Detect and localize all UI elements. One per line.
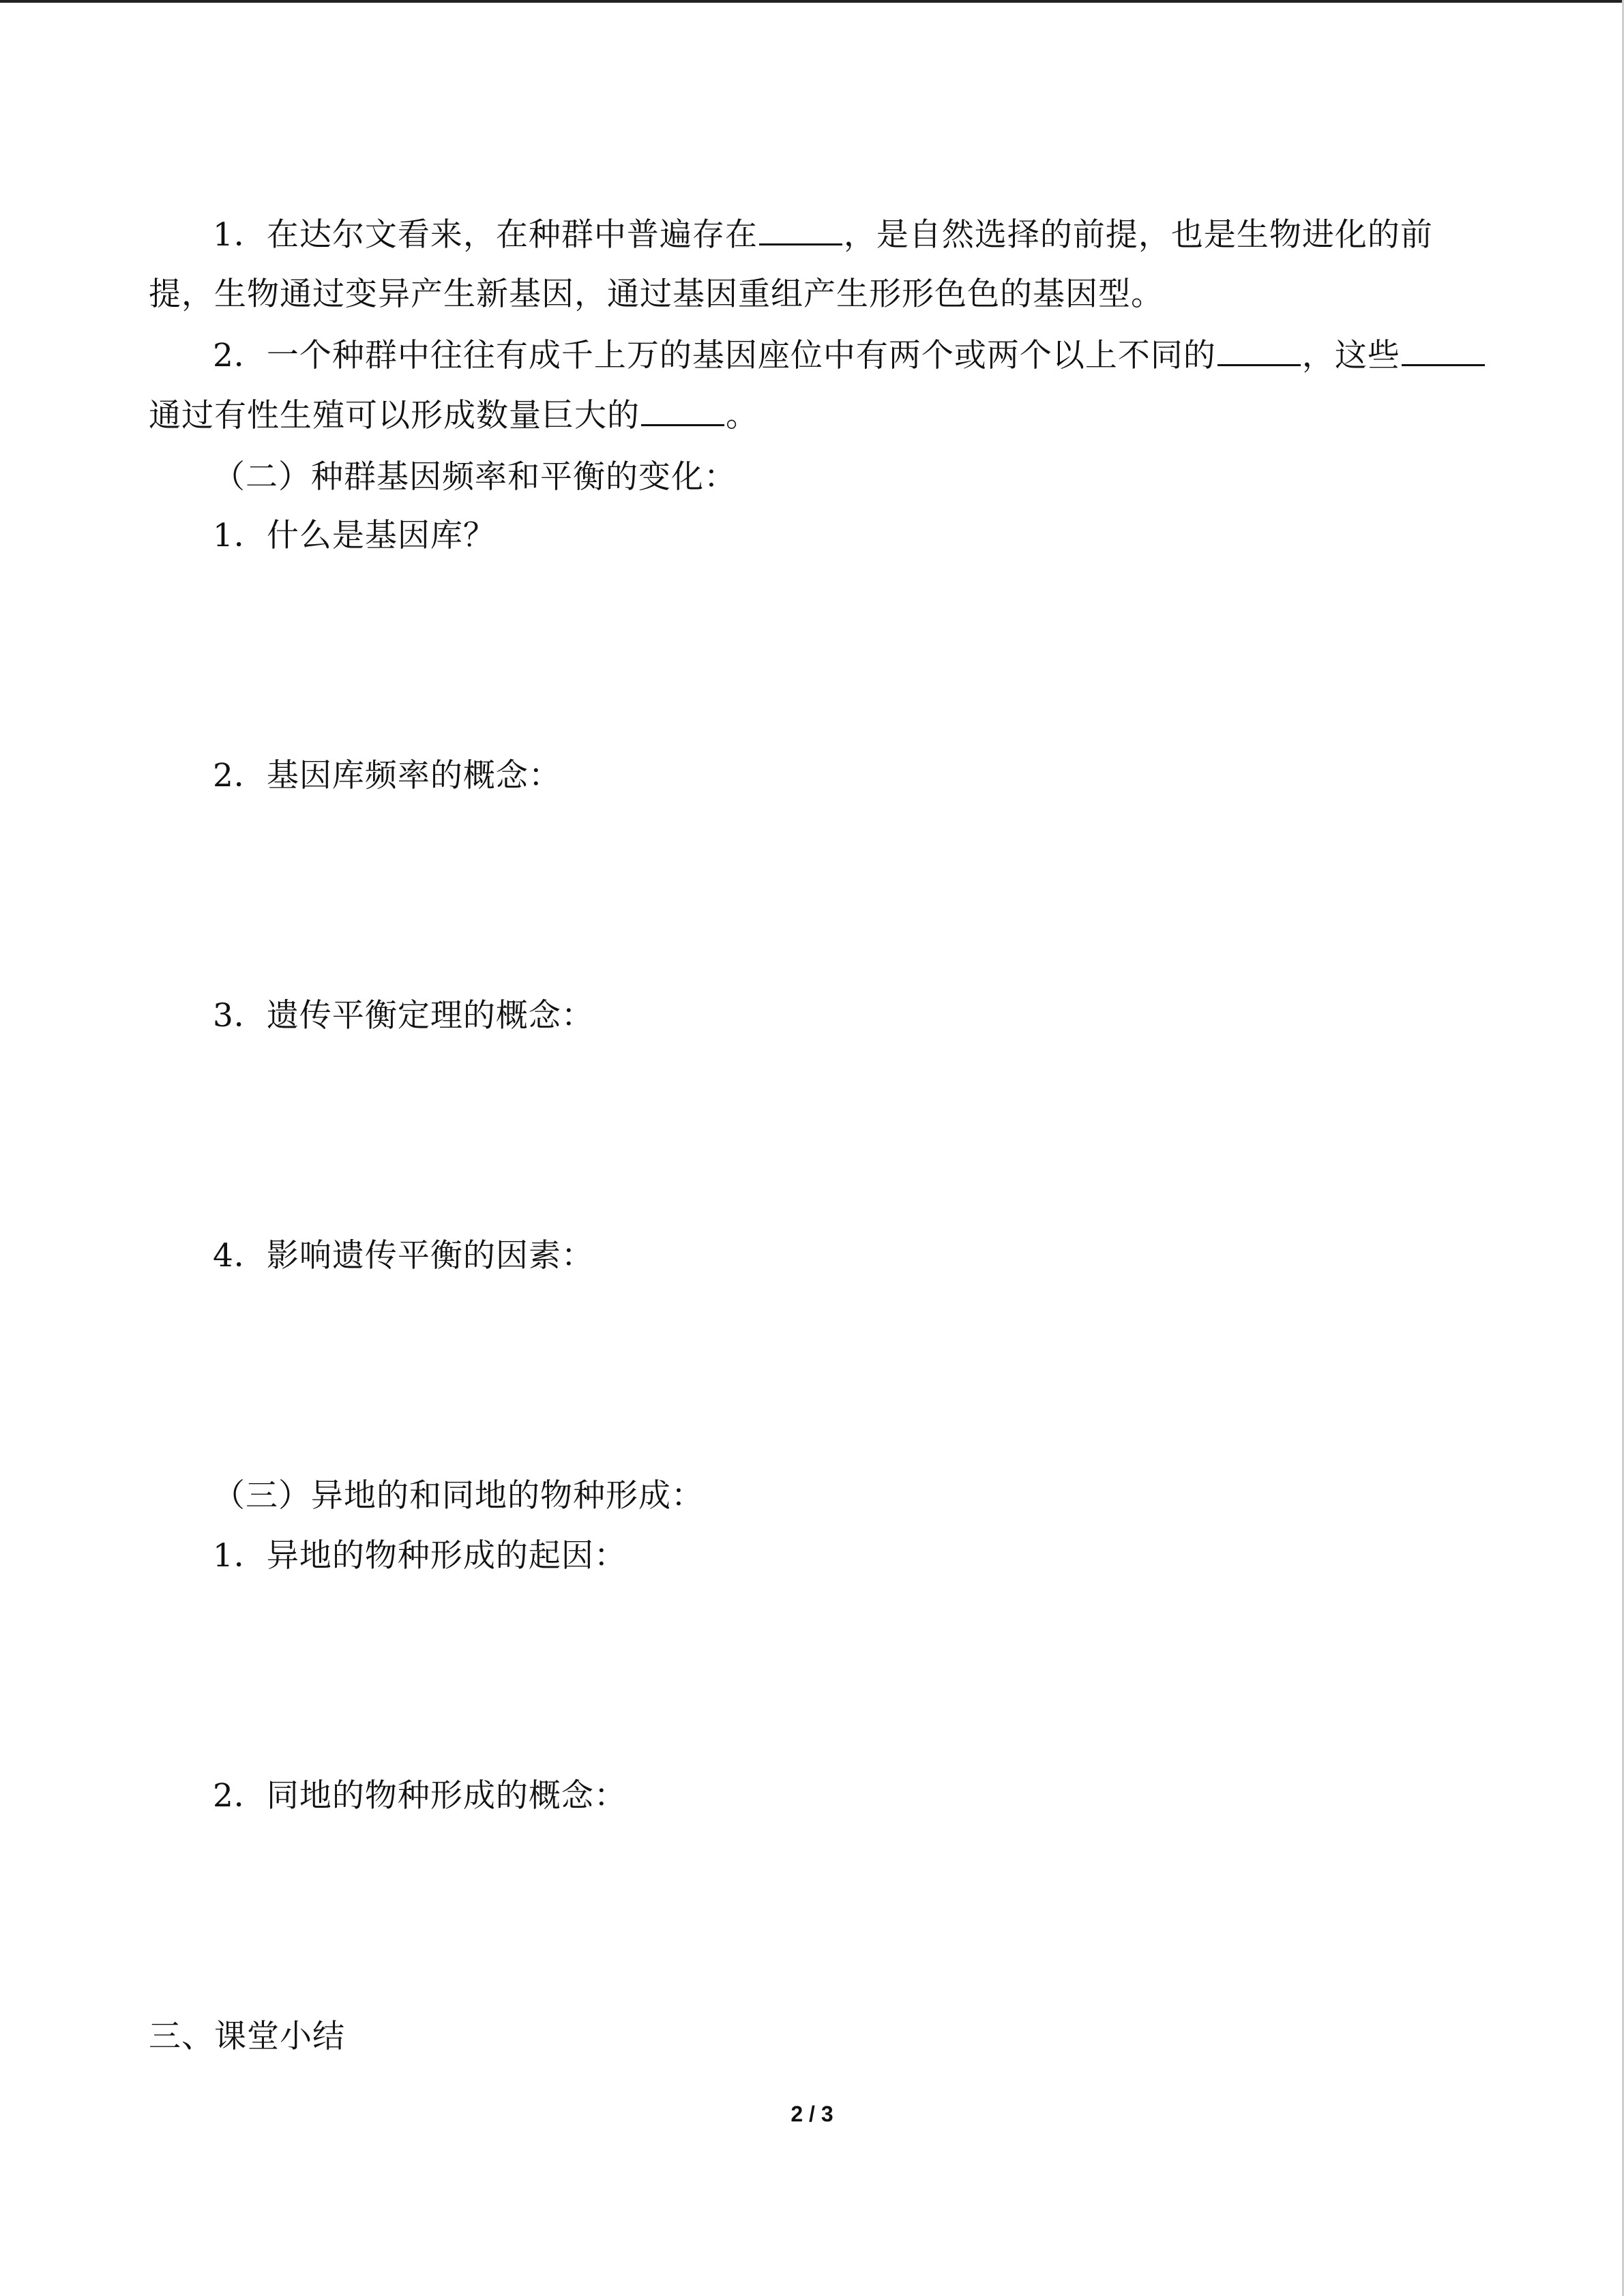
section3-item-2: 2．同地的物种形成的概念：: [213, 1777, 627, 1815]
q2-blank-2[interactable]: [1402, 337, 1485, 366]
top-border: [0, 0, 1624, 3]
q2-text-b: ，这些: [1301, 337, 1400, 374]
summary-heading: 三、课堂小结: [149, 2018, 345, 2055]
q2-blank-3[interactable]: [641, 397, 724, 426]
q1-text-a: 1．在达尔文看来，在种群中普遍存在: [213, 216, 758, 254]
section2-heading: （二）种群基因频率和平衡的变化：: [213, 458, 737, 496]
q2-line2-text-b: 。: [726, 397, 758, 434]
section2-item-1: 1．什么是基因库？: [213, 517, 496, 554]
section3-heading: （三）异地的和同地的物种形成：: [213, 1477, 704, 1515]
q1-blank[interactable]: [759, 216, 842, 245]
section2-item-4: 4．影响遗传平衡的因素：: [213, 1237, 594, 1274]
section3-item-1: 1．异地的物种形成的起因：: [213, 1537, 627, 1575]
q1-line1: [213, 213, 1433, 257]
q2-line2: [149, 394, 758, 438]
q2-line2-text-a: 通过有性生殖可以形成数量巨大的: [149, 397, 640, 434]
q1-line2: 提，生物通过变异产生新基因，通过基因重组产生形形色色的基因型。: [149, 275, 1164, 313]
page-number: 2 / 3: [791, 2102, 833, 2126]
section2-item-2: 2．基因库频率的概念：: [213, 757, 561, 794]
q2-line1: [213, 334, 1486, 378]
q2-blank-1[interactable]: [1217, 337, 1301, 366]
section2-item-3: 3．遗传平衡定理的概念：: [213, 997, 594, 1034]
q1-text-b: ，是自然选择的前提，也是生物进化的前: [843, 216, 1433, 254]
q2-text-a: 2．一个种群中往往有成千上万的基因座位中有两个或两个以上不同的: [213, 337, 1216, 374]
